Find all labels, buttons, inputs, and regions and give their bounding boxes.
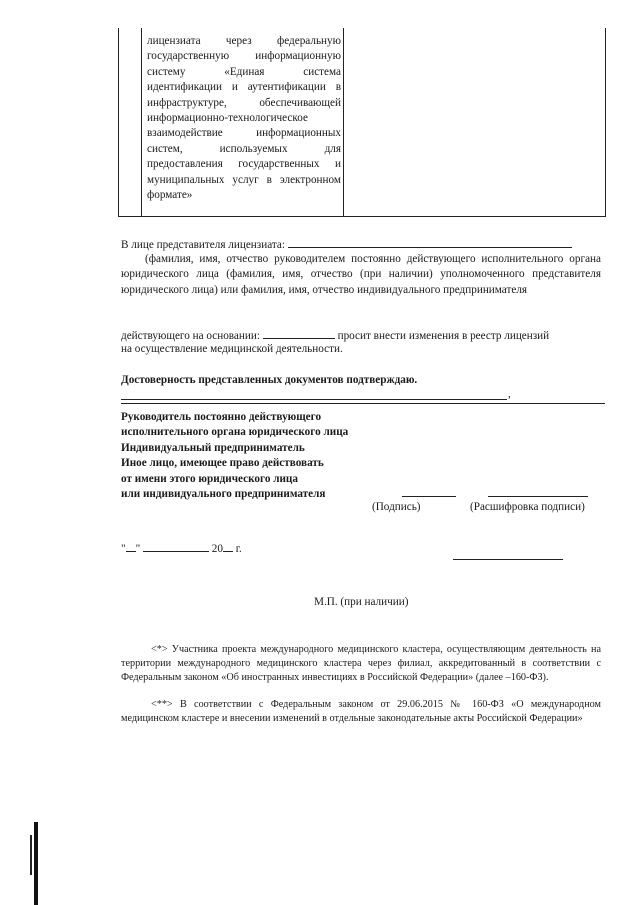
date-line [121, 540, 242, 557]
signatory-line: от имени этого юридического лица [121, 472, 298, 485]
table-description-cell [141, 28, 344, 216]
signatory-line: исполнительного органа юридического лица [121, 426, 349, 439]
signatory-line: Иное лицо, имеющее право действовать [121, 457, 324, 470]
confirmation-comma: , [508, 388, 511, 400]
confirmation-signature-line[interactable] [121, 399, 507, 400]
basis-field[interactable] [263, 327, 335, 339]
representative-name-field[interactable] [288, 236, 572, 248]
representative-label: В лице представителя лицензиата: [121, 239, 285, 251]
scan-edge-mark [34, 822, 38, 905]
footnote-1: <*> Участника проекта международного медицинского кластера, осуществляющим деятельность на территории международного медицинского кластера через филиал, аккредитованный в соответствии с Федеральным законом «Об иностранных инвестициях в Российской Федерации» (далее –160-ФЗ). [121, 644, 601, 683]
basis-suffix: просит внести изменения в реестр лицензий [337, 330, 550, 342]
basis-line2: на осуществление медицинской деятельности. [121, 343, 343, 355]
date-year-field[interactable] [223, 540, 233, 552]
signatory-line: Руководитель постоянно действующего [121, 411, 322, 423]
signatory-line: Индивидуальный предприниматель [121, 441, 305, 454]
representative-line [121, 236, 591, 253]
scan-edge-mark [30, 835, 32, 875]
signature-decoding-field[interactable] [488, 496, 588, 497]
table-value-cell [344, 28, 604, 216]
date-year-prefix: 20 [211, 543, 223, 555]
date-month-field[interactable] [143, 540, 209, 552]
footnote-2: <**> В соответствии с Федеральным законом от 29.06.2015 № 160-ФЗ «О международном медицинском кластере и внесении изменений в отдельные законодательные акты Российской Федерации» [121, 699, 601, 724]
separator-line [121, 403, 605, 404]
signatory-block [121, 410, 421, 502]
date-right-line[interactable] [453, 559, 563, 560]
confirmation-text: Достоверность представленных документов подтверждаю. [121, 374, 418, 386]
signature-field[interactable] [402, 496, 456, 497]
table-fragment [118, 28, 606, 217]
stamp-label: М.П. (при наличии) [314, 596, 409, 608]
representative-note: (фамилия, имя, отчество руководителем постоянно действующего исполнительного органа юридического лица (фамилия, имя, отчество (при наличии) уполномоченного представителя юридического лица) или фамилия, имя, отчество индивидуального предпринимателя [121, 253, 601, 296]
table-number-cell [119, 28, 142, 216]
date-mid-quote: " [135, 543, 141, 555]
date-year-suffix: г. [235, 543, 242, 555]
date-open-quote: " [121, 543, 126, 555]
date-day-field[interactable] [126, 540, 136, 552]
signatory-line: или индивидуального предпринимателя [121, 488, 326, 501]
decoding-label: (Расшифровка подписи) [470, 501, 585, 513]
table-cell-text: лицензиата через федеральную государственную информационную систему «Единая система идентификации и аутентификации в инфраструктуре, обеспечивающей информационно-технологическое взаимодействие информационных систем, используемых для предоставления государственных и муниципальных услуг в электронном формате» [147, 35, 341, 202]
signature-label: (Подпись) [372, 501, 421, 513]
basis-prefix: действующего на основании: [121, 330, 260, 342]
